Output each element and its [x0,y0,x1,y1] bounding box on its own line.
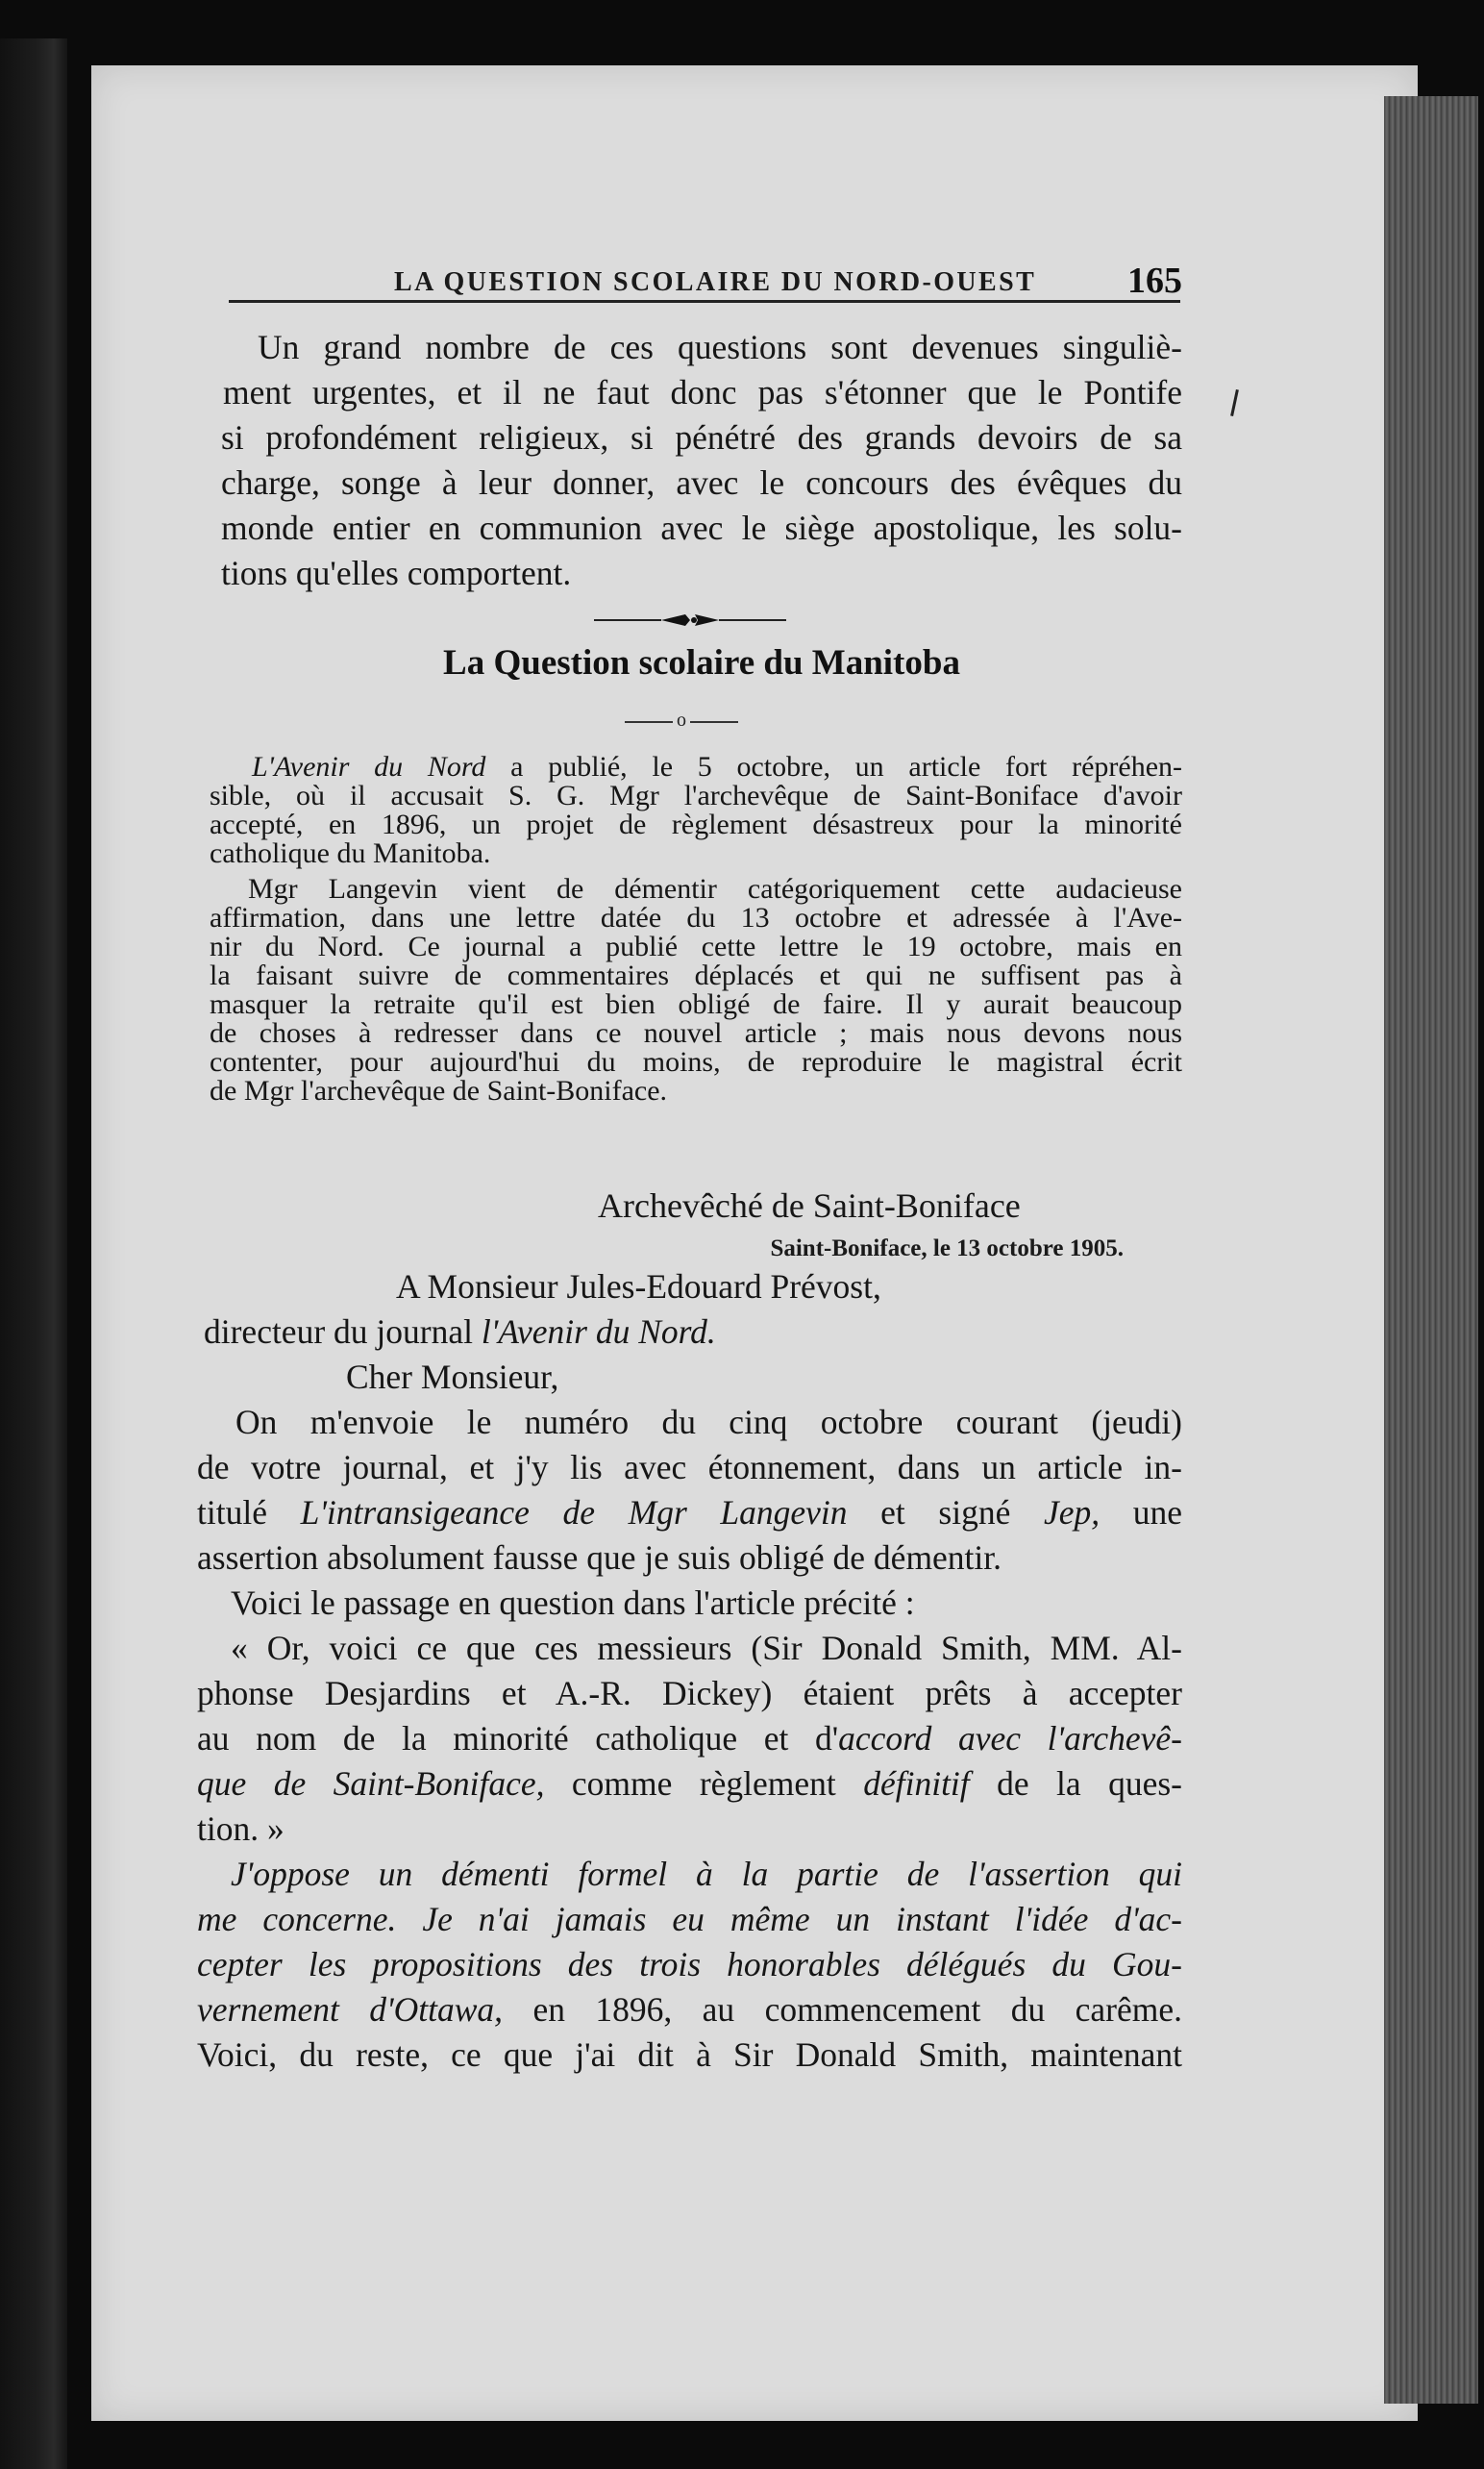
text-line: J'oppose un démenti formel à la partie de l'assertion qui [231,1855,1182,1893]
letter-addressee-line-2: directeur du journal l'Avenir du Nord. [204,1312,716,1351]
text-line: titulé L'intransigeance de Mgr Langevin et signé Jep, une [197,1493,1182,1532]
ornament-divider-icon [594,611,786,630]
text-line: de Mgr l'archevêque de Saint-Boniface. [210,1075,668,1107]
text-line: masquer la retraite qu'il est bien obligé de faire. Il y aurait beaucoup [210,988,1182,1020]
running-header [221,260,1182,317]
text-line: assertion absolument fausse que je suis obligé de démentir. [197,1538,1002,1577]
header-rule [229,300,1180,303]
text-line: de votre journal, et j'y lis avec étonnement, dans un article in- [197,1448,1182,1486]
page-stack-edge [1384,96,1478,2404]
text-line: On m'envoie le numéro du cinq octobre courant (jeudi) [235,1403,1182,1441]
text-line: catholique du Manitoba. [210,837,491,869]
text-line: si profondément religieux, si pénétré des grands devoirs de sa [221,418,1182,457]
text-line: de choses à redresser dans ce nouvel article ; mais nous devons nous [210,1017,1182,1049]
letter-salutation: Cher Monsieur, [346,1358,559,1396]
text-line: me concerne. Je n'ai jamais eu même un instant l'idée d'ac- [197,1900,1182,1938]
text-line: « Or, voici ce que ces messieurs (Sir Donald Smith, MM. Al- [231,1629,1182,1667]
text-line: nir du Nord. Ce journal a publié cette lettre le 19 octobre, mais en [210,931,1182,962]
section-separator [625,710,759,729]
letter-paragraph-2: Voici le passage en question dans l'article précité : [231,1584,915,1622]
text-line: sible, où il accusait S. G. Mgr l'archevêque de Saint-Boniface d'avoir [210,780,1182,811]
page-number: 165 [1127,261,1182,301]
letter-date: Saint-Boniface, le 13 octobre 1905. [770,1235,1124,1261]
text-line: monde entier en communion avec le siège apostolique, les solu- [221,509,1182,547]
text-line: Mgr Langevin vient de démentir catégoriquement cette audacieuse [248,873,1182,905]
text-line: tions qu'elles comportent. [221,554,572,592]
text-line: que de Saint-Boniface, comme règlement définitif de la ques- [197,1764,1182,1803]
book-left-edge [0,38,67,2469]
text-line: charge, songe à leur donner, avec le concours des évêques du [221,463,1182,502]
text-line: ment urgentes, et il ne faut donc pas s'étonner que le Pontife [223,373,1182,412]
text-line: phonse Desjardins et A.-R. Dickey) étaient prêts à accepter [197,1674,1182,1712]
letter-place: Archevêché de Saint-Boniface [598,1186,1021,1225]
text-line: cepter les propositions des trois honorables délégués du Gou- [197,1945,1182,1983]
text-line: L'Avenir du Nord a publié, le 5 octobre, un article fort répréhen- [252,751,1183,783]
text-line: au nom de la minorité catholique et d'accord avec l'archevê- [197,1719,1182,1758]
text-line: contenter, pour aujourd'hui du moins, de reproduire le magistral écrit [210,1046,1182,1078]
running-title: LA QUESTION SCOLAIRE DU NORD-OUEST [394,267,1037,297]
section-title: La Question scolaire du Manitoba [443,643,960,683]
text-line: la faisant suivre de commentaires déplacés et qui ne suffisent pas à [210,960,1182,991]
text-line: Voici, du reste, ce que j'ai dit à Sir Donald Smith, maintenant [197,2035,1182,2074]
text-line: tion. » [197,1809,284,1848]
text-line: accepté, en 1896, un projet de règlement désastreux pour la minorité [210,809,1182,840]
text-line: Un grand nombre de ces questions sont devenues singuliè- [258,328,1182,366]
separator-glyph: o [677,710,686,731]
text-line: vernement d'Ottawa, en 1896, au commencement du carême. [197,1990,1182,2029]
letter-addressee: A Monsieur Jules-Edouard Prévost, [396,1267,881,1306]
text-line: affirmation, dans une lettre datée du 13 octobre et adressée à l'Ave- [210,902,1182,934]
